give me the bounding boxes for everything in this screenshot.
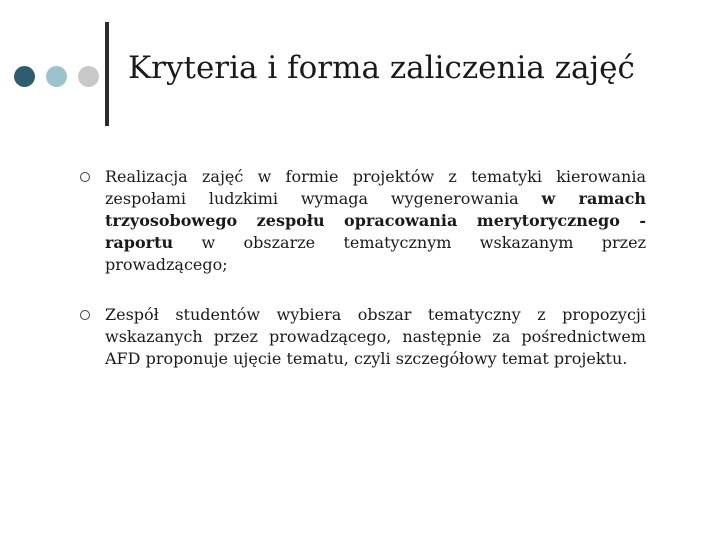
bullet-text-part: w obszarze tematycznym wskazanym przez prowadzącego;: [105, 233, 646, 274]
bullet-text-bold: w ramach trzyosobowego zespołu opracowania merytorycznego - raportu: [105, 189, 646, 252]
bullet-item: [80, 166, 646, 276]
decorative-dots: [14, 66, 99, 87]
bullet-text: [105, 166, 646, 276]
hollow-circle-bullet-icon: [80, 310, 90, 320]
gray-dot-icon: [78, 66, 99, 87]
hollow-circle-bullet-icon: [80, 172, 90, 182]
bullet-text-part: Realizacja zajęć w formie projektów z tematyki kierowania zespołami ludzkimi wymaga wygenerowania: [105, 167, 646, 208]
bullet-text-part: Zespół studentów wybiera obszar tematyczny z propozycji wskazanych przez prowadzącego, następnie za pośrednictwem AFD proponuje ujęcie tematu, czyli szczegółowy temat projektu.: [105, 305, 646, 368]
bullet-item: [80, 304, 646, 370]
title-divider: [105, 22, 109, 126]
slide-title: Kryteria i forma zaliczenia zajęć: [128, 50, 635, 86]
bullet-list: [80, 166, 646, 398]
bullet-text: [105, 304, 646, 370]
light-teal-dot-icon: [46, 66, 67, 87]
dark-teal-dot-icon: [14, 66, 35, 87]
